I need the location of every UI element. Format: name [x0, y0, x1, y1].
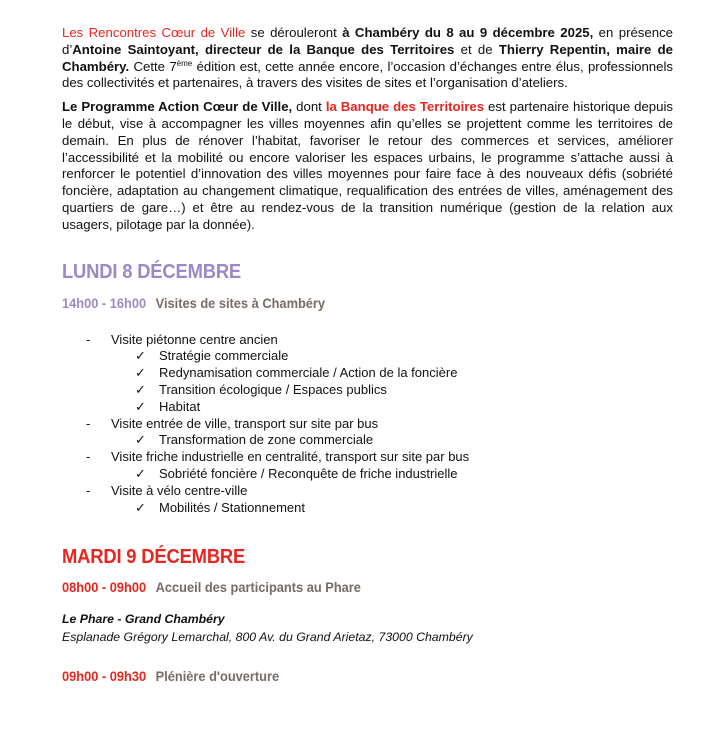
visit-topic-label: Stratégie commerciale	[159, 348, 289, 364]
bank-name: la Banque des Territoires	[325, 99, 485, 115]
text-run: édition est, cette année encore, l’occasion d’échanges entre élus, professionnels des collectivités et partenaires, à travers des visites de sites et l’organisation d’ateliers.	[62, 58, 673, 91]
visit-topics	[111, 466, 673, 483]
visit-label: Visite à vélo centre-ville	[111, 482, 248, 498]
visit-label: Visite piétonne centre ancien	[111, 331, 278, 347]
checkmark-icon: ✓	[135, 499, 146, 515]
ordinal-superscript: ème	[176, 58, 193, 68]
visit-topic	[111, 382, 673, 399]
visit-topics	[111, 500, 673, 517]
text-run: et de	[454, 41, 499, 57]
venue-address: Esplanade Grégory Lemarchal, 800 Av. du Grand Arietaz, 73000 Chambéry	[62, 630, 473, 645]
visit-item	[62, 483, 673, 517]
visit-topic-label: Mobilités / Stationnement	[159, 499, 305, 515]
event-location-dates: à Chambéry du 8 au 9 décembre 2025,	[342, 25, 594, 40]
day2-slot-1	[62, 580, 642, 595]
visit-topic-label: Habitat	[159, 398, 201, 414]
day1-heading: LUNDI 8 DÉCEMBRE	[62, 260, 242, 283]
checkmark-icon: ✓	[135, 365, 146, 381]
visit-topic-label: Transition écologique / Espaces publics	[159, 381, 387, 397]
visit-topics	[111, 432, 673, 449]
visit-item	[62, 449, 673, 483]
venue-name: Le Phare - Grand Chambéry	[62, 612, 225, 627]
visit-topic	[111, 348, 673, 365]
visit-topic-label: Sobriété foncière / Reconquête de friche industrielle	[159, 465, 458, 481]
visit-topics	[111, 348, 673, 415]
visit-item	[62, 332, 673, 416]
text-run: dont	[292, 99, 326, 115]
visit-topic	[111, 500, 673, 517]
checkmark-icon: ✓	[135, 381, 146, 397]
visit-topic	[111, 399, 673, 416]
day1-slot	[62, 296, 642, 311]
text-run: Cette 7	[129, 58, 177, 74]
document-page	[62, 25, 673, 684]
day2-heading: MARDI 9 DÉCEMBRE	[62, 546, 246, 569]
program-name: Le Programme Action Cœur de Ville,	[62, 99, 293, 115]
speaker-1: Antoine Saintoyant, directeur de la Banque des Territoires	[72, 41, 455, 57]
visits-list	[62, 332, 673, 517]
slot-time: 14h00 - 16h00	[62, 295, 147, 311]
visit-item	[62, 416, 673, 450]
checkmark-icon: ✓	[135, 465, 146, 481]
checkmark-icon: ✓	[135, 432, 146, 448]
visit-topic	[111, 432, 673, 449]
visit-label: Visite friche industrielle en centralité, transport sur site par bus	[111, 449, 470, 465]
dash-bullet: -	[86, 482, 91, 498]
visit-topic	[111, 466, 673, 483]
visit-topic	[111, 365, 673, 382]
slot-time: 09h00 - 09h30	[62, 669, 147, 685]
dash-bullet: -	[86, 415, 91, 431]
visit-topic-label: Redynamisation commerciale / Action de la foncière	[159, 365, 458, 381]
slot-time: 08h00 - 09h00	[62, 580, 147, 596]
slot-title: Visites de sites à Chambéry	[155, 295, 326, 311]
dash-bullet: -	[86, 449, 91, 465]
visit-topic-label: Transformation de zone commerciale	[159, 432, 374, 448]
intro-paragraph-1	[62, 25, 673, 92]
visit-label: Visite entrée de ville, transport sur site par bus	[111, 415, 379, 431]
checkmark-icon: ✓	[135, 348, 146, 364]
checkmark-icon: ✓	[135, 398, 146, 414]
text-run: en présence d’	[62, 25, 673, 57]
text-run: se dérouleront	[245, 25, 343, 40]
text-run: est partenaire historique depuis le début, vise à accompagner les villes moyennes afin qu’elles se projettent comme les territoires de demain. En plus de rénover l’habitat, favoriser le retour des commerces et services, améliorer l’accessibilité et la mobilité ou encore valoriser les espaces urbains, le programme s’attache aussi à renforcer le potentiel d’innovation des villes moyennes pour faire face à des nouveaux défis (sobriété foncière, adaptation au changement climatique, requalification des entrées de villes, aménagement des quartiers de gare…) et être au rendez-vous de la transition numérique (gestion de la relation aux usagers, pilotage par la donnée).	[62, 99, 673, 232]
intro-paragraph-2	[62, 99, 673, 233]
speaker-2: Thierry Repentin, maire de Chambéry.	[62, 41, 673, 74]
day2-slot-2	[62, 669, 642, 684]
dash-bullet: -	[86, 331, 91, 347]
slot-title: Accueil des participants au Phare	[155, 580, 361, 596]
event-name: Les Rencontres Cœur de Ville	[62, 25, 246, 40]
slot-title: Plénière d'ouverture	[155, 669, 280, 685]
